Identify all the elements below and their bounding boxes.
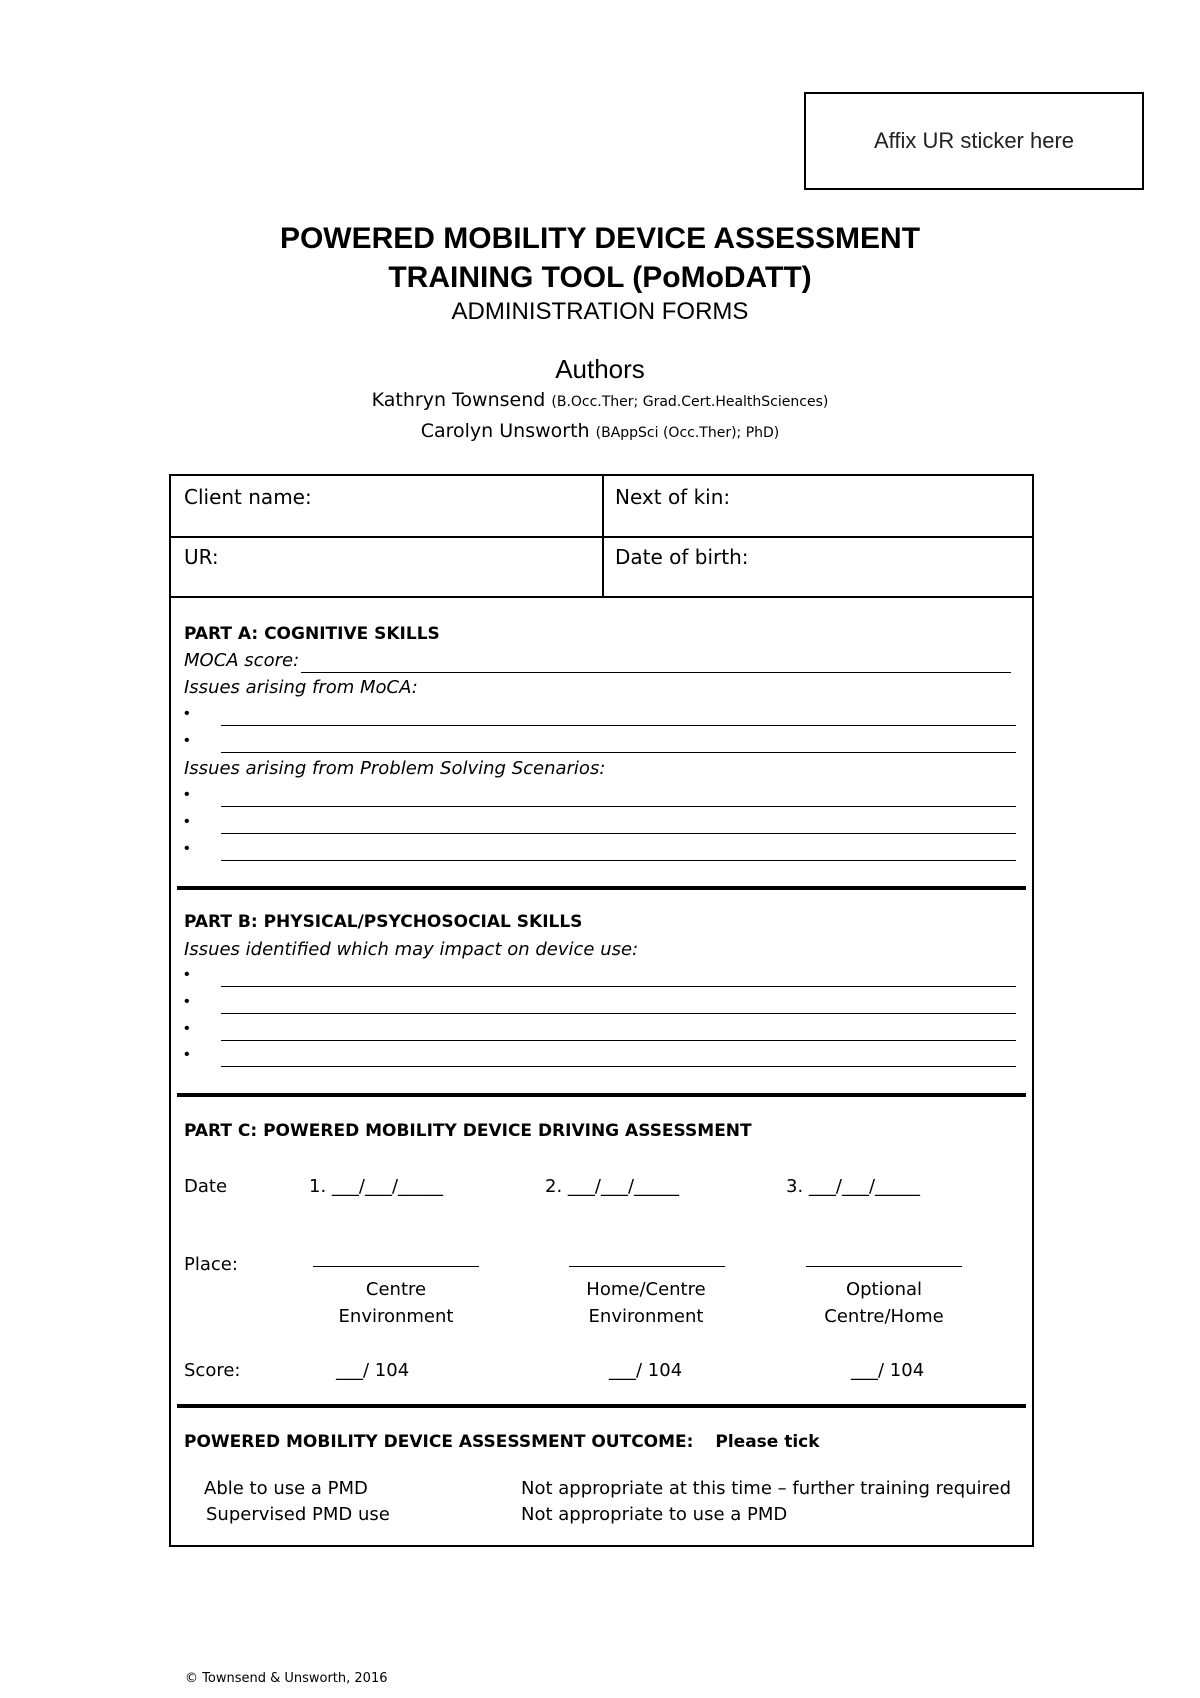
author-1-credentials: (B.Occ.Ther; Grad.Cert.HealthSciences) — [551, 394, 829, 410]
moca-issue-line-1[interactable] — [221, 725, 1016, 726]
place-2-line-2: Environment — [588, 1306, 704, 1327]
details-bottom-divider — [171, 596, 1032, 598]
physical-issue-line-3[interactable] — [221, 1040, 1016, 1041]
author-2-name: Carolyn Unsworth — [420, 420, 590, 442]
outcome-title: POWERED MOBILITY DEVICE ASSESSMENT OUTCOME: — [184, 1432, 694, 1452]
bullet: • — [184, 732, 190, 749]
bullet: • — [184, 966, 190, 983]
bullet: • — [184, 705, 190, 722]
section-divider-c-outcome — [177, 1404, 1026, 1408]
author-1 — [0, 389, 1200, 411]
title-line-1: POWERED MOBILITY DEVICE ASSESSMENT — [279, 222, 921, 255]
date-2-number: 2. — [545, 1176, 563, 1197]
assessment-date-1[interactable] — [309, 1176, 443, 1197]
part-a-heading: PART A: COGNITIVE SKILLS — [184, 624, 440, 644]
place-input-3[interactable] — [806, 1266, 962, 1267]
bullet: • — [184, 840, 190, 857]
bullet: • — [184, 1046, 190, 1063]
client-name-field[interactable]: Client name: — [184, 485, 312, 509]
author-2-credentials: (BAppSci (Occ.Ther); PhD) — [595, 425, 780, 441]
score-input-3[interactable]: ___/ 104 — [851, 1360, 925, 1381]
issues-identified-label: Issues identified which may impact on device use: — [184, 939, 639, 960]
problem-issue-line-2[interactable] — [221, 833, 1016, 834]
title-line-2: TRAINING TOOL (PoMoDATT) — [388, 261, 812, 294]
bullet: • — [184, 993, 190, 1010]
part-c-heading: PART C: POWERED MOBILITY DEVICE DRIVING ASSESSMENT — [184, 1121, 752, 1141]
copyright-footer: © Townsend & Unsworth, 2016 — [185, 1671, 388, 1686]
date-3-blank: ___/___/_____ — [808, 1176, 921, 1197]
outcome-option-supervised[interactable]: Supervised PMD use — [206, 1504, 390, 1525]
section-divider-a-b — [177, 886, 1026, 890]
ur-sticker-box — [804, 92, 1144, 190]
physical-issue-line-1[interactable] — [221, 986, 1016, 987]
date-1-blank: ___/___/_____ — [331, 1176, 444, 1197]
bullet: • — [184, 1020, 190, 1037]
physical-issue-line-2[interactable] — [221, 1013, 1016, 1014]
problem-issue-line-1[interactable] — [221, 806, 1016, 807]
bullet: • — [184, 813, 190, 830]
subtitle: ADMINISTRATION FORMS — [451, 298, 749, 325]
score-input-2[interactable]: ___/ 104 — [609, 1360, 683, 1381]
moca-issue-line-2[interactable] — [221, 752, 1016, 753]
details-row-divider — [171, 536, 1032, 538]
place-1-line-1: Centre — [365, 1279, 427, 1300]
outcome-option-able[interactable]: Able to use a PMD — [204, 1478, 368, 1499]
part-b-heading: PART B: PHYSICAL/PSYCHOSOCIAL SKILLS — [184, 912, 583, 932]
place-3-line-1: Optional — [845, 1279, 923, 1300]
date-of-birth-field[interactable]: Date of birth: — [615, 545, 749, 569]
place-1-line-2: Environment — [338, 1306, 454, 1327]
place-2-line-1: Home/Centre — [586, 1279, 706, 1300]
date-2-blank: ___/___/_____ — [567, 1176, 680, 1197]
ur-field[interactable]: UR: — [184, 545, 219, 569]
author-2 — [0, 420, 1200, 442]
score-input-1[interactable]: ___/ 104 — [336, 1360, 410, 1381]
moca-score-label: MOCA score: — [184, 650, 300, 671]
physical-issue-line-4[interactable] — [221, 1066, 1016, 1067]
bullet: • — [184, 786, 190, 803]
issues-problem-solving-label: Issues arising from Problem Solving Scenarios: — [184, 758, 606, 779]
place-input-1[interactable] — [313, 1266, 479, 1267]
assessment-date-2[interactable] — [545, 1176, 679, 1197]
outcome-heading — [184, 1432, 820, 1452]
place-label: Place: — [184, 1254, 238, 1275]
outcome-instruction: Please tick — [715, 1432, 820, 1452]
outcome-option-not-appropriate[interactable]: Not appropriate to use a PMD — [521, 1504, 788, 1525]
place-3-line-2: Centre/Home — [824, 1306, 944, 1327]
next-of-kin-field[interactable]: Next of kin: — [615, 485, 731, 509]
author-1-name: Kathryn Townsend — [371, 389, 546, 411]
sticker-label: Affix UR sticker here — [873, 128, 1075, 153]
date-3-number: 3. — [786, 1176, 804, 1197]
date-1-number: 1. — [309, 1176, 327, 1197]
section-divider-b-c — [177, 1093, 1026, 1097]
date-label: Date — [184, 1176, 228, 1197]
moca-score-input[interactable] — [301, 672, 1011, 673]
problem-issue-line-3[interactable] — [221, 860, 1016, 861]
issues-moca-label: Issues arising from MoCA: — [184, 677, 418, 698]
place-input-2[interactable] — [569, 1266, 725, 1267]
outcome-option-further-training[interactable]: Not appropriate at this time – further training required — [521, 1478, 1012, 1499]
authors-heading: Authors — [555, 354, 645, 384]
score-label: Score: — [184, 1360, 241, 1381]
assessment-date-3[interactable] — [786, 1176, 920, 1197]
assessment-form — [169, 474, 1034, 1547]
